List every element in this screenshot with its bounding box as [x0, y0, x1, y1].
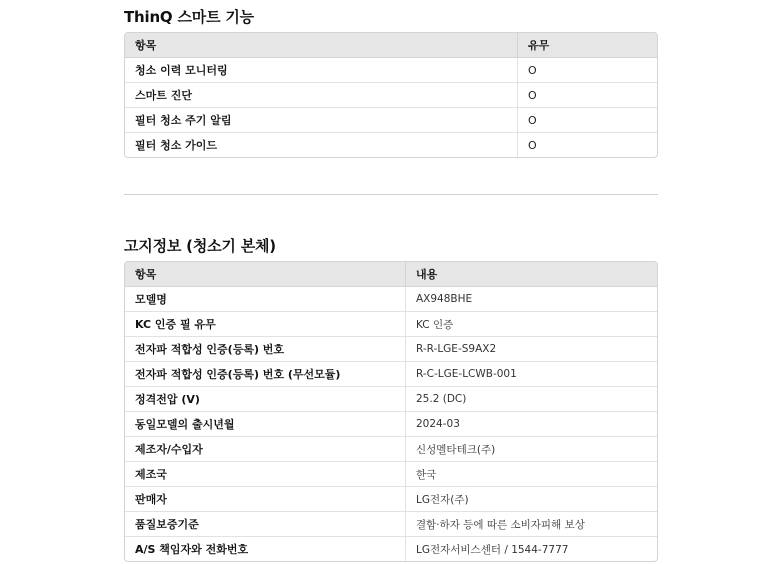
notice-section — [124, 235, 658, 256]
table-row — [125, 58, 657, 83]
row-item: 필터 청소 가이드 — [135, 139, 218, 152]
row-item: 스마트 진단 — [125, 83, 517, 108]
row-value: KC 인증 — [405, 312, 657, 337]
header-item: 항목 — [125, 262, 405, 287]
row-value: LG전자(주) — [405, 487, 657, 512]
section-divider — [124, 194, 658, 195]
table-row — [125, 512, 657, 537]
smart-section — [124, 6, 658, 27]
table-row — [125, 337, 657, 362]
smart-section-title: ThinQ 스마트 기능 — [124, 8, 254, 26]
row-item: A/S 책임자와 전화번호 — [135, 543, 249, 556]
row-value: 25.2 (DC) — [405, 387, 657, 412]
row-value: 한국 — [405, 462, 657, 487]
row-value: LG전자서비스센터 / 1544-7777 — [405, 537, 657, 561]
row-item: 제조국 — [125, 462, 405, 487]
header-item: 항목 — [125, 33, 517, 58]
notice-table-wrap — [124, 261, 658, 562]
table-row — [125, 437, 657, 462]
table-row — [125, 133, 657, 157]
row-value: 신성멜타테크(주) — [405, 437, 657, 462]
table-header-row — [125, 33, 657, 58]
row-item: 제조자/수입자 — [125, 437, 405, 462]
row-value: R-C-LGE-LCWB-001 — [405, 362, 657, 387]
header-availability: 유무 — [517, 33, 657, 58]
row-item: 전자파 적합성 인증(등록) 번호 (무선모듈) — [125, 362, 405, 387]
row-value: O — [517, 83, 657, 108]
row-item: 청소 이력 모니터링 — [125, 58, 517, 83]
row-item: 전자파 적합성 인증(등록) 번호 — [125, 337, 405, 362]
table-row — [125, 387, 657, 412]
table-header-row — [125, 262, 657, 287]
row-item: KC 인증 필 유무 — [125, 312, 405, 337]
row-value: 결함·하자 등에 따른 소비자피해 보상 — [405, 512, 657, 537]
row-item: 정격전압 (V) — [125, 387, 405, 412]
table-row — [125, 412, 657, 437]
header-content: 내용 — [405, 262, 657, 287]
row-item: 판매자 — [125, 487, 405, 512]
table-row — [125, 462, 657, 487]
row-value: O — [517, 108, 657, 133]
smart-features-table — [124, 32, 658, 158]
row-item: 동일모델의 출시년월 — [125, 412, 405, 437]
row-item: 필터 청소 주기 알림 — [125, 108, 517, 133]
notice-info-table — [124, 261, 658, 562]
row-item: 품질보증기준 — [125, 512, 405, 537]
notice-section-title: 고지정보 (청소기 본체) — [124, 237, 276, 255]
row-value: R-R-LGE-S9AX2 — [405, 337, 657, 362]
row-value: 2024-03 — [405, 412, 657, 437]
smart-table-wrap — [124, 32, 658, 158]
row-item: 모델명 — [125, 287, 405, 312]
table-row — [125, 537, 657, 561]
row-value: O — [517, 58, 657, 83]
table-row — [125, 287, 657, 312]
table-row — [125, 312, 657, 337]
table-row — [125, 362, 657, 387]
row-value: O — [517, 133, 657, 157]
table-row — [125, 83, 657, 108]
table-row — [125, 108, 657, 133]
table-row — [125, 487, 657, 512]
row-value: AX948BHE — [405, 287, 657, 312]
